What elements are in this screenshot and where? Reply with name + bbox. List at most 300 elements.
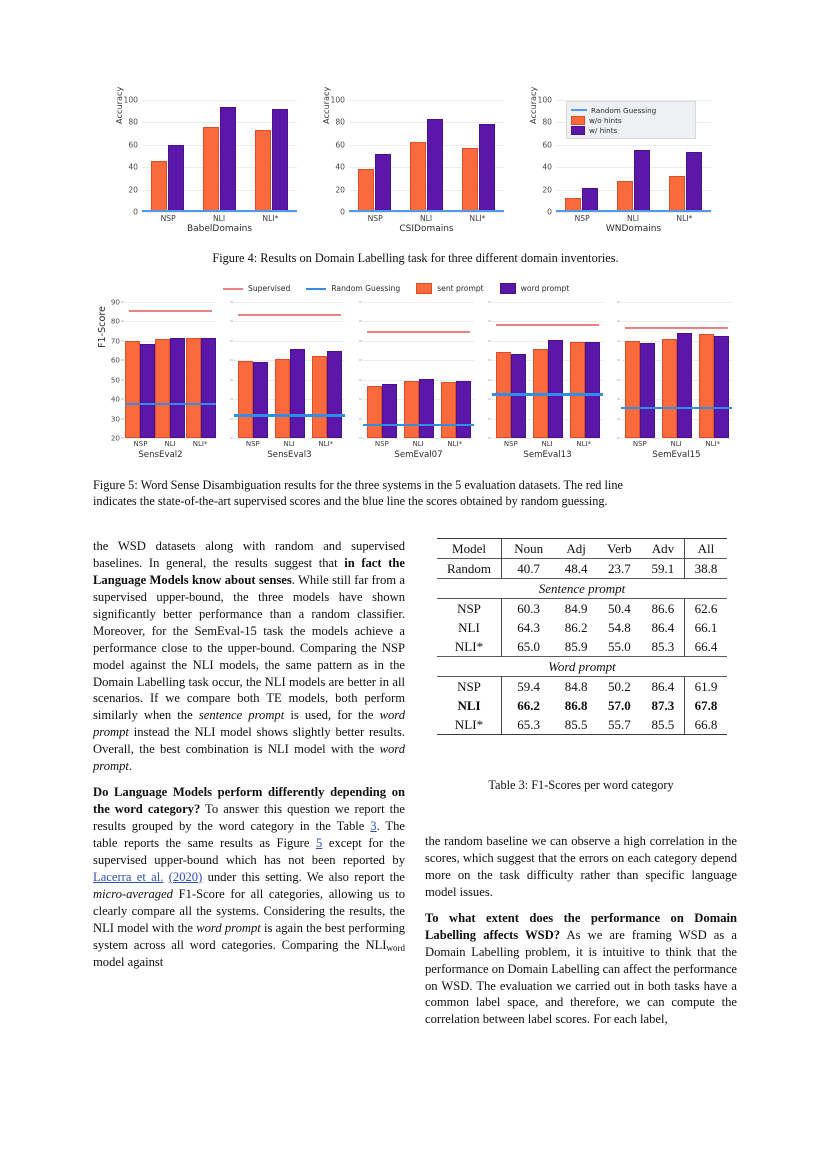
table-cell-model: NLI xyxy=(437,696,502,715)
text-run: instead the NLI model shows slightly better results. Overall, the best combination is NLI model with the xyxy=(93,725,405,757)
y-tick-mark xyxy=(230,321,233,322)
y-tick-mark xyxy=(488,379,491,380)
legend-label: Random Guessing xyxy=(591,105,657,115)
y-tick-mark xyxy=(359,340,362,341)
y-tick-mark xyxy=(230,438,233,439)
bar-wordprompt xyxy=(290,349,305,438)
bar-wordprompt xyxy=(201,338,216,438)
table-3 xyxy=(437,538,727,735)
random-guessing-line xyxy=(621,407,732,409)
table-cell-value: 86.6 xyxy=(642,599,685,619)
bar-group-nsp xyxy=(625,302,655,438)
table-cell-model: NLI* xyxy=(437,715,502,735)
table-cell-value: 40.7 xyxy=(502,559,556,579)
text-run: under this setting. We also report the xyxy=(202,869,406,884)
x-tick-labels xyxy=(363,440,474,448)
bar-group-nsp xyxy=(238,302,268,438)
x-tick-labels xyxy=(349,214,504,223)
bar-sentprompt xyxy=(238,361,253,438)
text-run: . The table reports the same results as Figure xyxy=(93,819,405,850)
bar-group-nsp xyxy=(496,302,526,438)
table-cell-value: 59.1 xyxy=(642,559,685,579)
y-tick-label: 20 xyxy=(542,185,552,195)
panel-title: SensEval2 xyxy=(138,450,183,460)
supervised-line xyxy=(238,314,341,316)
x-tick-label: NLI xyxy=(626,214,640,223)
bar-whints xyxy=(427,119,443,212)
bar-wordprompt xyxy=(456,381,471,438)
table-group-header-word-prompt xyxy=(437,657,727,677)
plot-area xyxy=(123,95,297,217)
table-row xyxy=(437,599,727,619)
legend-label: Random Guessing xyxy=(331,284,401,293)
y-axis-label: Accuracy xyxy=(528,86,538,124)
bar-sentprompt xyxy=(699,334,714,438)
y-tick-mark xyxy=(617,379,620,380)
link-citation-year[interactable]: (2020) xyxy=(168,869,203,884)
table-cell-value: 86.2 xyxy=(564,619,588,635)
y-tick-mark xyxy=(230,340,233,341)
bar-group-container xyxy=(621,302,732,438)
plot-area xyxy=(363,302,474,438)
text-run: is used, for the xyxy=(284,708,380,723)
table-cell-value: Verb xyxy=(597,539,642,559)
table-cell-value: Adj xyxy=(555,539,597,559)
plot-area xyxy=(621,302,732,438)
bar-group-nsp xyxy=(151,100,184,212)
gridline xyxy=(234,438,345,439)
paragraph-domain-labelling-wsd xyxy=(425,910,737,1029)
bar-wordprompt xyxy=(511,354,526,438)
y-tick-mark xyxy=(359,302,362,303)
figure-5-caption xyxy=(93,477,738,510)
y-tick-mark xyxy=(488,360,491,361)
bar-group-nli xyxy=(410,100,443,212)
supervised-line xyxy=(129,310,212,312)
y-tick-label: 60 xyxy=(128,140,138,150)
x-tick-labels xyxy=(492,440,603,448)
table-cell-value: 65.3 xyxy=(502,715,556,735)
bar-whints xyxy=(686,152,702,212)
table-cell-model: Random xyxy=(437,559,502,579)
y-tick-label: 90 xyxy=(110,297,120,307)
table-cell-value: 62.6 xyxy=(684,599,727,619)
table-cell-value: 64.3 xyxy=(517,619,541,635)
x-tick-label: NLI xyxy=(419,214,433,223)
y-tick-mark xyxy=(617,360,620,361)
bar-group-container xyxy=(492,302,603,438)
table-cell-value: 85.5 xyxy=(642,715,685,735)
link-citation-lacerra[interactable]: Lacerra et al. xyxy=(93,869,164,884)
table-3-grid xyxy=(437,538,727,735)
table-cell-value: 60.3 xyxy=(502,599,556,619)
chart-panel-csidomains xyxy=(321,86,508,237)
panel-title: BabelDomains xyxy=(186,224,253,234)
chart-panel-semeval13 xyxy=(480,298,609,463)
table-cell-value: 85.9 xyxy=(564,638,588,654)
text-run-bold: To what extent does the performance on Domain Labelling affects WSD? xyxy=(425,910,737,942)
figure-5 xyxy=(93,283,738,463)
random-guessing-line xyxy=(234,414,345,416)
y-tick-label: 40 xyxy=(110,394,120,404)
y-tick-label: 40 xyxy=(128,162,138,172)
paragraph-correlation: the random baseline we can observe a high correlation in the scores, which suggest that the errors on each category depend more on the task difficulty rather than specific language model issues. xyxy=(425,834,737,899)
y-tick-mark xyxy=(121,340,124,341)
bar-wohints xyxy=(669,176,685,212)
gridline xyxy=(492,438,603,439)
bar-wohints xyxy=(151,161,167,212)
legend-item xyxy=(571,105,691,115)
legend-line-icon xyxy=(223,288,243,290)
table-cell-value: 57.0 xyxy=(608,697,631,713)
bar-group-container xyxy=(142,100,297,212)
text-run-bold: in fact the Language Models know about senses xyxy=(93,555,405,587)
x-tick-label: NLI* xyxy=(705,440,721,448)
y-tick-mark xyxy=(488,321,491,322)
y-tick-label: 60 xyxy=(110,355,120,365)
x-tick-label: NLI xyxy=(541,440,553,448)
x-tick-labels xyxy=(142,214,297,223)
y-tick-mark xyxy=(359,321,362,322)
legend-item xyxy=(416,283,483,294)
plot-area xyxy=(110,297,216,443)
x-tick-label: NSP xyxy=(574,214,590,223)
x-tick-label: NLI xyxy=(212,214,226,223)
table-cell-value: 84.9 xyxy=(555,599,597,619)
x-tick-label: NLI xyxy=(283,440,295,448)
y-tick-mark xyxy=(617,321,620,322)
bar-whints xyxy=(272,109,288,212)
x-tick-label: NSP xyxy=(367,214,383,223)
figure-4-legend xyxy=(566,101,696,139)
table-cell-value: 85.3 xyxy=(642,637,685,657)
y-axis-label: Accuracy xyxy=(114,86,124,124)
gridline xyxy=(125,438,216,439)
table-cell-value: 66.8 xyxy=(684,715,727,735)
y-tick-label: 80 xyxy=(128,117,138,127)
text-run: As we are framing WSD as a Domain Labelling problem, it is intuitive to think that the performance on Domain Labelling can affect the performance on WSD. The evaluation we carried out in both tasks have a common label space, and therefore, we can compute the correlation between label scores. For each label, xyxy=(425,927,738,1027)
panel-title: SemEval07 xyxy=(394,450,443,460)
y-tick-label: 40 xyxy=(542,162,552,172)
plot-area xyxy=(234,302,345,438)
chart-panel-semeval07 xyxy=(351,298,480,463)
y-tick-mark xyxy=(230,302,233,303)
x-tick-label: NLI* xyxy=(192,440,208,448)
random-guessing-line xyxy=(349,210,504,212)
x-tick-label: NSP xyxy=(374,440,389,448)
bar-sentprompt xyxy=(570,342,585,438)
bar-whints xyxy=(479,124,495,212)
legend-item xyxy=(571,115,691,125)
bar-wohints xyxy=(462,148,478,212)
table-cell-value: 54.8 xyxy=(608,619,631,635)
table-cell-value: 86.4 xyxy=(642,677,685,697)
y-tick-label: 50 xyxy=(110,375,120,385)
bar-wohints xyxy=(410,142,426,212)
figure-5-caption-line-1: Figure 5: Word Sense Disambiguation results for the three systems in the 5 evaluation datasets. The red line xyxy=(93,478,623,492)
table-cell-value: 84.8 xyxy=(555,677,597,697)
bar-group-nlistar xyxy=(699,302,729,438)
supervised-line xyxy=(367,331,470,333)
bar-wordprompt xyxy=(585,342,600,438)
bar-group-nlistar xyxy=(441,302,471,438)
text-run-subscript: word xyxy=(386,942,405,953)
table-cell-value: 86.8 xyxy=(564,697,588,713)
bar-wordprompt xyxy=(714,336,729,438)
bar-wordprompt xyxy=(548,340,563,438)
y-tick-mark xyxy=(488,438,491,439)
figure-4-panels xyxy=(93,86,738,237)
figure-4-caption: Figure 4: Results on Domain Labelling task for three different domain inventories. xyxy=(212,251,619,265)
bar-sentprompt xyxy=(404,381,419,438)
bar-wordprompt xyxy=(382,384,397,438)
y-tick-label: 30 xyxy=(110,414,120,424)
text-run: except for the supervised upper-bound which has not been reported by xyxy=(93,835,405,867)
panel-title: SensEval3 xyxy=(267,450,312,460)
table-cell-value: 86.4 xyxy=(642,618,685,637)
y-tick-mark xyxy=(359,360,362,361)
gridline xyxy=(349,212,504,213)
chart-panel-senseval2 xyxy=(93,298,222,463)
panel-title: SemEval15 xyxy=(652,450,701,460)
random-guessing-line xyxy=(125,403,216,405)
chart-panel-senseval3 xyxy=(222,298,351,463)
table-cell-value: 61.9 xyxy=(684,677,727,697)
plot-area xyxy=(330,95,504,217)
y-tick-label: 0 xyxy=(547,207,552,217)
table-cell-model: Model xyxy=(437,539,502,559)
text-run-italic: word prompt xyxy=(93,708,406,740)
text-run-italic: sentence prompt xyxy=(198,708,285,723)
panel-title: WNDomains xyxy=(605,224,662,234)
y-tick-label: 0 xyxy=(340,207,345,217)
legend-item xyxy=(571,125,691,135)
paragraph-wsd-results xyxy=(93,538,405,775)
y-tick-label: 100 xyxy=(330,95,345,105)
x-tick-label: NSP xyxy=(632,440,647,448)
figure-4 xyxy=(93,86,738,237)
y-tick-mark xyxy=(121,379,124,380)
x-tick-labels xyxy=(556,214,711,223)
table-group-title: Sentence prompt xyxy=(437,579,727,599)
table-cell-value: 55.7 xyxy=(597,715,642,735)
y-tick-mark xyxy=(121,360,124,361)
gridline xyxy=(556,212,711,213)
table-cell-value: 65.0 xyxy=(517,638,541,654)
link-table-3[interactable]: 3 xyxy=(370,819,377,833)
y-tick-label: 20 xyxy=(110,433,120,443)
y-tick-label: 80 xyxy=(335,117,345,127)
x-tick-label: NSP xyxy=(133,440,148,448)
y-tick-label: 40 xyxy=(335,162,345,172)
bar-whints xyxy=(220,107,236,212)
left-column-text xyxy=(93,538,405,971)
table-row xyxy=(437,637,727,657)
y-tick-mark xyxy=(617,340,620,341)
y-tick-mark xyxy=(121,438,124,439)
bar-wordprompt xyxy=(419,379,434,438)
table-cell-value: Adv xyxy=(642,539,685,559)
text-run: To answer this question we report the results grouped by the word category in the Table xyxy=(93,802,405,833)
bar-sentprompt xyxy=(186,338,201,438)
y-tick-mark xyxy=(617,418,620,419)
bar-wohints xyxy=(255,130,271,212)
plot-area xyxy=(492,302,603,438)
paragraph-word-category xyxy=(93,784,405,970)
x-tick-label: NLI* xyxy=(576,440,592,448)
y-tick-label: 60 xyxy=(542,140,552,150)
bar-wordprompt xyxy=(640,343,655,438)
y-tick-mark xyxy=(617,438,620,439)
y-tick-label: 20 xyxy=(335,185,345,195)
table-row xyxy=(437,696,727,715)
gridline xyxy=(363,438,474,439)
y-tick-mark xyxy=(359,438,362,439)
chart-panel-babeldomains xyxy=(114,86,301,237)
legend-label: Supervised xyxy=(248,284,291,293)
table-cell-model: NSP xyxy=(437,677,502,697)
bar-wordprompt xyxy=(327,351,342,438)
y-tick-mark xyxy=(488,340,491,341)
bar-sentprompt xyxy=(125,341,140,438)
y-tick-label: 60 xyxy=(335,140,345,150)
bar-sentprompt xyxy=(155,339,170,438)
table-row xyxy=(437,715,727,735)
panel-title: SemEval13 xyxy=(523,450,572,460)
right-column-text xyxy=(425,833,737,1028)
table-cell-value: 67.8 xyxy=(694,697,718,713)
text-run: F1-Score for all categories, allowing us to clearly compare all the systems. Considering the results, the NLI model with the xyxy=(93,886,405,935)
table-cell-value: 48.4 xyxy=(555,559,597,579)
bar-sentprompt xyxy=(275,359,290,438)
y-tick-mark xyxy=(121,399,124,400)
chart-panel-wndomains xyxy=(528,86,715,237)
text-run: . While still far from a supervised upper-bound, the three models have shown significantly better performance than a random classifier. Moreover, for the SemEval-15 task the models achieve a performance close to the upper-bound. Comparing the NSP model against the NLI models, the same pattern as in the Domain Labelling task occur, the NLI models are better in all scenarios. If we compare both TE models, both perform similarly when the xyxy=(93,572,405,723)
bar-sentprompt xyxy=(367,386,382,438)
figure-5-caption-line-2: indicates the state-of-the-art supervised scores and the blue line the scores obtained by random guessing. xyxy=(93,494,608,509)
y-tick-mark xyxy=(121,302,124,303)
legend-label: word prompt xyxy=(520,284,570,293)
text-run: model against xyxy=(93,954,164,969)
y-axis-label: Accuracy xyxy=(321,86,331,124)
gridline xyxy=(621,438,732,439)
table-3-caption: Table 3: F1-Scores per word category xyxy=(488,778,674,792)
table-cell-model: NLI* xyxy=(437,637,502,657)
y-tick-mark xyxy=(230,418,233,419)
random-guessing-line xyxy=(492,393,603,395)
y-tick-mark xyxy=(121,418,124,419)
y-tick-mark xyxy=(488,302,491,303)
legend-label: w/ hints xyxy=(589,125,618,135)
legend-swatch-icon xyxy=(571,126,585,135)
table-cell-value: 66.4 xyxy=(694,638,718,654)
bar-group-nsp xyxy=(125,302,155,438)
bar-sentprompt xyxy=(625,341,640,438)
bar-wohints xyxy=(203,127,219,212)
bar-wordprompt xyxy=(170,338,185,439)
figure-5-legend xyxy=(223,283,569,294)
legend-item xyxy=(500,283,570,294)
y-tick-label: 0 xyxy=(133,207,138,217)
chart-panel-semeval15 xyxy=(609,298,738,463)
text-run-italic: word prompt xyxy=(93,742,405,774)
x-tick-label: NLI xyxy=(412,440,424,448)
legend-swatch-icon xyxy=(500,283,516,294)
text-run: the WSD datasets along with random and supervised baselines. In general, the results suggest that xyxy=(93,539,405,570)
y-tick-mark xyxy=(359,418,362,419)
bar-wordprompt xyxy=(253,362,268,438)
x-tick-labels xyxy=(125,440,216,448)
bar-group-container xyxy=(349,100,504,212)
link-figure-5[interactable]: 5 xyxy=(316,835,323,850)
y-tick-label: 80 xyxy=(542,117,552,127)
y-tick-mark xyxy=(230,360,233,361)
bar-whints xyxy=(375,154,391,212)
legend-item xyxy=(223,284,290,293)
table-cell-value: 38.8 xyxy=(684,559,727,579)
figure-5-panels xyxy=(93,298,738,463)
bar-sentprompt xyxy=(441,382,456,438)
legend-label: w/o hints xyxy=(589,115,622,125)
bar-group-nsp xyxy=(367,302,397,438)
table-row xyxy=(437,677,727,697)
table-cell-value: All xyxy=(684,539,727,559)
y-axis-label: F1-Score xyxy=(97,306,108,348)
bar-group-nli xyxy=(662,302,692,438)
x-tick-label: NSP xyxy=(245,440,260,448)
bar-group-nli xyxy=(275,302,305,438)
x-tick-label: NSP xyxy=(160,214,176,223)
x-tick-labels xyxy=(621,440,732,448)
x-tick-label: NLI xyxy=(670,440,682,448)
supervised-line xyxy=(625,327,728,329)
y-tick-label: 100 xyxy=(537,95,552,105)
table-cell-value: 55.0 xyxy=(608,638,631,654)
bar-group-nlistar xyxy=(255,100,288,212)
panel-title: CSIDomains xyxy=(399,224,454,234)
table-header-row xyxy=(437,539,727,559)
y-tick-mark xyxy=(617,302,620,303)
bar-group-nli xyxy=(404,302,434,438)
bar-group-container xyxy=(363,302,474,438)
text-run: is again the best performing system across all word categories. Comparing the NLI xyxy=(93,920,405,952)
y-tick-label: 20 xyxy=(128,185,138,195)
bar-sentprompt xyxy=(312,356,327,438)
table-row-random xyxy=(437,559,727,579)
x-tick-label: NLI* xyxy=(469,214,486,223)
table-group-title: Word prompt xyxy=(437,657,727,677)
random-guessing-line xyxy=(142,210,297,212)
bar-group-container xyxy=(125,302,216,438)
x-tick-label: NLI* xyxy=(262,214,279,223)
bar-group-nlistar xyxy=(570,302,600,438)
table-cell-value: 66.1 xyxy=(694,619,718,635)
bar-sentprompt xyxy=(662,339,677,438)
random-guessing-line xyxy=(363,424,474,426)
table-group-header-sentence-prompt xyxy=(437,579,727,599)
bar-group-container xyxy=(234,302,345,438)
bar-group-nlistar xyxy=(312,302,342,438)
legend-line-icon xyxy=(306,288,326,290)
y-tick-label: 100 xyxy=(123,95,138,105)
y-tick-mark xyxy=(230,399,233,400)
table-cell-value: 85.5 xyxy=(555,715,597,735)
y-tick-mark xyxy=(617,399,620,400)
table-cell-value: 23.7 xyxy=(597,559,642,579)
bar-group-nlistar xyxy=(186,302,216,438)
y-tick-mark xyxy=(488,399,491,400)
legend-line-icon xyxy=(571,109,587,111)
